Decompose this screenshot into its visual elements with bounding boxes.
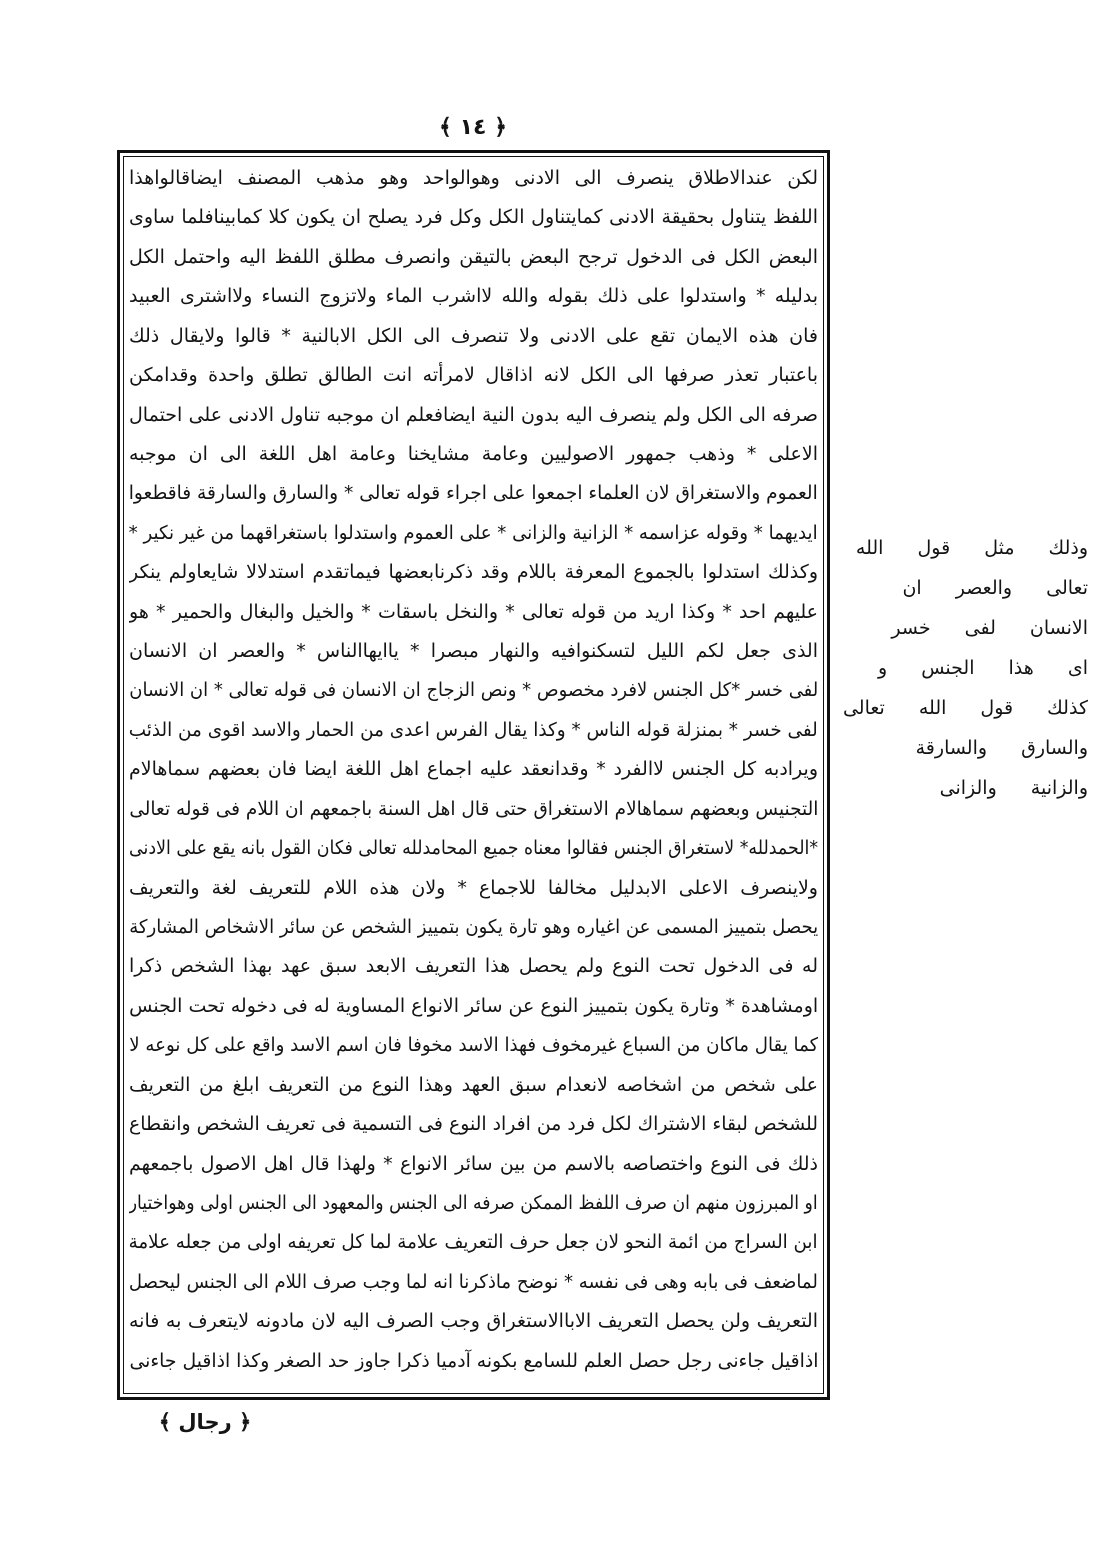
text-line bbox=[129, 238, 818, 277]
text-line bbox=[129, 198, 818, 237]
main-text bbox=[129, 159, 818, 1381]
text-line-content: وكذلك استدلوا بالجموع المعرفة باللام وقد ذكرنابعضها فيماتقدم استدلالا شايعاولم ينكر bbox=[129, 561, 818, 584]
text-line-content: *الحمدلله* لاستغراق الجنس فقالوا معناه جميع المحامدلله تعالى فكان القول بانه يقع على الادنى bbox=[129, 837, 818, 860]
text-line-content: او المبرزون منهم ان صرف اللفظ الممكن صرفه الى الجنس والمعهود الى الجنس اولى وهواختيار bbox=[129, 1191, 818, 1214]
text-line-content: العموم والاستغراق لان العلماء اجمعوا على اجراء قوله تعالى * والسارق والسارقة فاقطعوا bbox=[129, 482, 818, 505]
text-line bbox=[129, 908, 818, 947]
text-line-content: على شخص من اشخاصه لانعدام سبق العهد وهذا النوع من التعريف ابلغ من التعريف bbox=[129, 1073, 818, 1096]
margin-note-line bbox=[840, 648, 1088, 688]
text-line bbox=[129, 671, 818, 710]
text-line bbox=[129, 790, 818, 829]
margin-note-line-content: والزانية والزانى bbox=[939, 777, 1088, 799]
text-line bbox=[129, 987, 818, 1026]
text-line bbox=[129, 277, 818, 316]
text-line bbox=[129, 1105, 818, 1144]
main-text-frame bbox=[117, 150, 830, 1400]
text-line bbox=[129, 593, 818, 632]
text-line bbox=[129, 829, 818, 868]
text-line-content: لفى خسر * بمنزلة قوله الناس * وكذا يقال الفرس اعدى من الحمار والاسد اقوى من الذئب bbox=[129, 718, 818, 741]
text-line bbox=[129, 553, 818, 592]
text-line bbox=[129, 632, 818, 671]
catchword: ﴿ رجال ﴾ bbox=[158, 1410, 252, 1434]
text-line-content: باعتبار تعذر صرفها الى الكل لانه اذاقال لامرأته انت الطالق تطلق واحدة وقدامكن bbox=[129, 364, 818, 387]
margin-note-line-content: تعالى والعصر ان bbox=[902, 577, 1088, 599]
text-line-content: الاعلى * وذهب جمهور الاصوليين وعامة مشايخنا وعامة اهل اللغة الى ان موجبه bbox=[129, 442, 818, 465]
text-line-content: صرفه الى الكل ولم ينصرف اليه بدون النية ايضافعلم ان موجبه تناول الادنى على احتمال bbox=[129, 403, 818, 426]
text-line bbox=[129, 317, 818, 356]
text-line bbox=[129, 750, 818, 789]
text-line-content: له فى الدخول تحت النوع ولم يحصل هذا التعريف الابعد سبق عهد بهذا الشخص ذكرا bbox=[129, 955, 818, 978]
text-line-content: اذاقيل جاءنى رجل حصل العلم للسامع بكونه آدميا ذكرا جاوز حد الصغر وكذا اذاقيل جاءنى bbox=[129, 1349, 818, 1372]
text-line bbox=[129, 159, 818, 198]
text-line-content: بدليله * واستدلوا على ذلك بقوله والله لااشرب الماء ولاتزوج النساء ولااشترى العبيد bbox=[129, 285, 818, 308]
margin-note-line bbox=[840, 768, 1088, 808]
text-line-content: ابن السراج من ائمة النحو لان جعل حرف التعريف علامة لما كل تعريفه اولى من جعله علامة bbox=[129, 1231, 818, 1254]
text-line bbox=[129, 1066, 818, 1105]
text-line bbox=[129, 435, 818, 474]
margin-note-line-content: اى هذا الجنس و bbox=[877, 657, 1088, 679]
margin-note-line bbox=[840, 728, 1088, 768]
margin-note-line-content: الانسان لفى خسر bbox=[891, 617, 1088, 639]
text-line bbox=[129, 1223, 818, 1262]
text-line-content: ذلك فى النوع واختصاصه بالاسم من بين سائر الانواع * ولهذا قال اهل الاصول باجمعهم bbox=[129, 1152, 818, 1175]
margin-note-line bbox=[840, 568, 1088, 608]
text-line-content: لماضعف فى بابه وهى فى نفسه * نوضح ماذكرنا انه لما وجب صرف اللام الى الجنس ليحصل bbox=[129, 1270, 818, 1293]
margin-note-line-content: والسارق والسارقة bbox=[915, 737, 1088, 759]
margin-note-line bbox=[840, 608, 1088, 648]
text-line bbox=[129, 1342, 818, 1381]
text-line bbox=[129, 1184, 818, 1223]
text-line-content: ولاينصرف الاعلى الابدليل مخالفا للاجماع * ولان هذه اللام للتعريف لغة والتعريف bbox=[129, 876, 818, 899]
text-line-content: ايديهما * وقوله عزاسمه * الزانية والزانى * على العموم واستدلوا باستغراقهما من غير نكير * bbox=[129, 521, 818, 544]
text-line-content: عليهم احد * وكذا اريد من قوله تعالى * والنخل باسقات * والخيل والبغال والحمير * هو bbox=[129, 600, 818, 623]
margin-note-line bbox=[840, 528, 1088, 568]
text-line bbox=[129, 869, 818, 908]
margin-note-line-content: كذلك قول الله تعالى bbox=[842, 697, 1088, 719]
text-line bbox=[129, 474, 818, 513]
margin-note bbox=[840, 528, 1088, 808]
text-line bbox=[129, 514, 818, 553]
text-line bbox=[129, 947, 818, 986]
text-line bbox=[129, 1263, 818, 1302]
text-line bbox=[129, 711, 818, 750]
text-line-content: التعريف ولن يحصل التعريف الاباالاستغراق وجب الصرف اليه لان مادونه لايتعرف به فانه bbox=[129, 1310, 818, 1333]
text-line-content: اللفظ يتناول بحقيقة الادنى كمايتناول الكل وكل فرد يصلح ان يكون كلا كمابينافلما ساوى bbox=[129, 206, 818, 229]
text-line bbox=[129, 1302, 818, 1341]
text-line bbox=[129, 1026, 818, 1065]
text-line-content: الذى جعل لكم الليل لتسكنوافيه والنهار مبصرا * ياايهاالناس * والعصر ان الانسان bbox=[129, 640, 818, 663]
text-line bbox=[129, 1145, 818, 1184]
text-line-content: لكن عندالاطلاق ينصرف الى الادنى وهوالواحد وهو مذهب المصنف ايضاقالواهذا bbox=[129, 167, 818, 189]
text-line-content: ويرادبه كل الجنس لاالفرد * وقدانعقد عليه اجماع اهل اللغة ايضا فان بعضهم سماهالام bbox=[129, 758, 818, 781]
page-number: ﴿ ١٤ ﴾ bbox=[439, 115, 507, 140]
text-line bbox=[129, 396, 818, 435]
text-line-content: لفى خسر *كل الجنس لافرد مخصوص * ونص الزجاج ان الانسان فى قوله تعالى * ان الانسان bbox=[129, 679, 818, 702]
margin-note-line bbox=[840, 688, 1088, 728]
text-line-content: التجنيس وبعضهم سماهالام الاستغراق حتى قال اهل السنة باجمعهم ان اللام فى قوله تعالى bbox=[129, 797, 818, 820]
text-line-content: فان هذه الايمان تقع على الادنى ولا تنصرف الى الكل الابالنية * قالوا ولايقال ذلك bbox=[129, 324, 818, 347]
text-line-content: البعض الكل فى الدخول ترجح البعض بالتيقن وانصرف مطلق اللفظ اليه واحتمل الكل bbox=[129, 245, 818, 268]
text-line-content: للشخص لبقاء الاشتراك لكل فرد من افراد النوع فى التسمية فى تعريف الشخص وانقطاع bbox=[129, 1113, 818, 1136]
text-line bbox=[129, 356, 818, 395]
text-line-content: يحصل بتمييز المسمى عن اغياره وهو تارة يكون بتمييز الشخص عن سائر الاشخاص المشاركة bbox=[129, 916, 818, 939]
margin-note-line-content: وذلك مثل قول الله bbox=[855, 537, 1088, 559]
text-line-content: اومشاهدة * وتارة يكون بتمييز النوع عن سائر الانواع المساوية له فى دخوله تحت الجنس bbox=[129, 994, 818, 1017]
text-line-content: كما يقال ماكان من السباع غيرمخوف فهذا الاسد مخوفا فان اسم الاسد واقع على كل نوعه لا bbox=[129, 1034, 818, 1057]
